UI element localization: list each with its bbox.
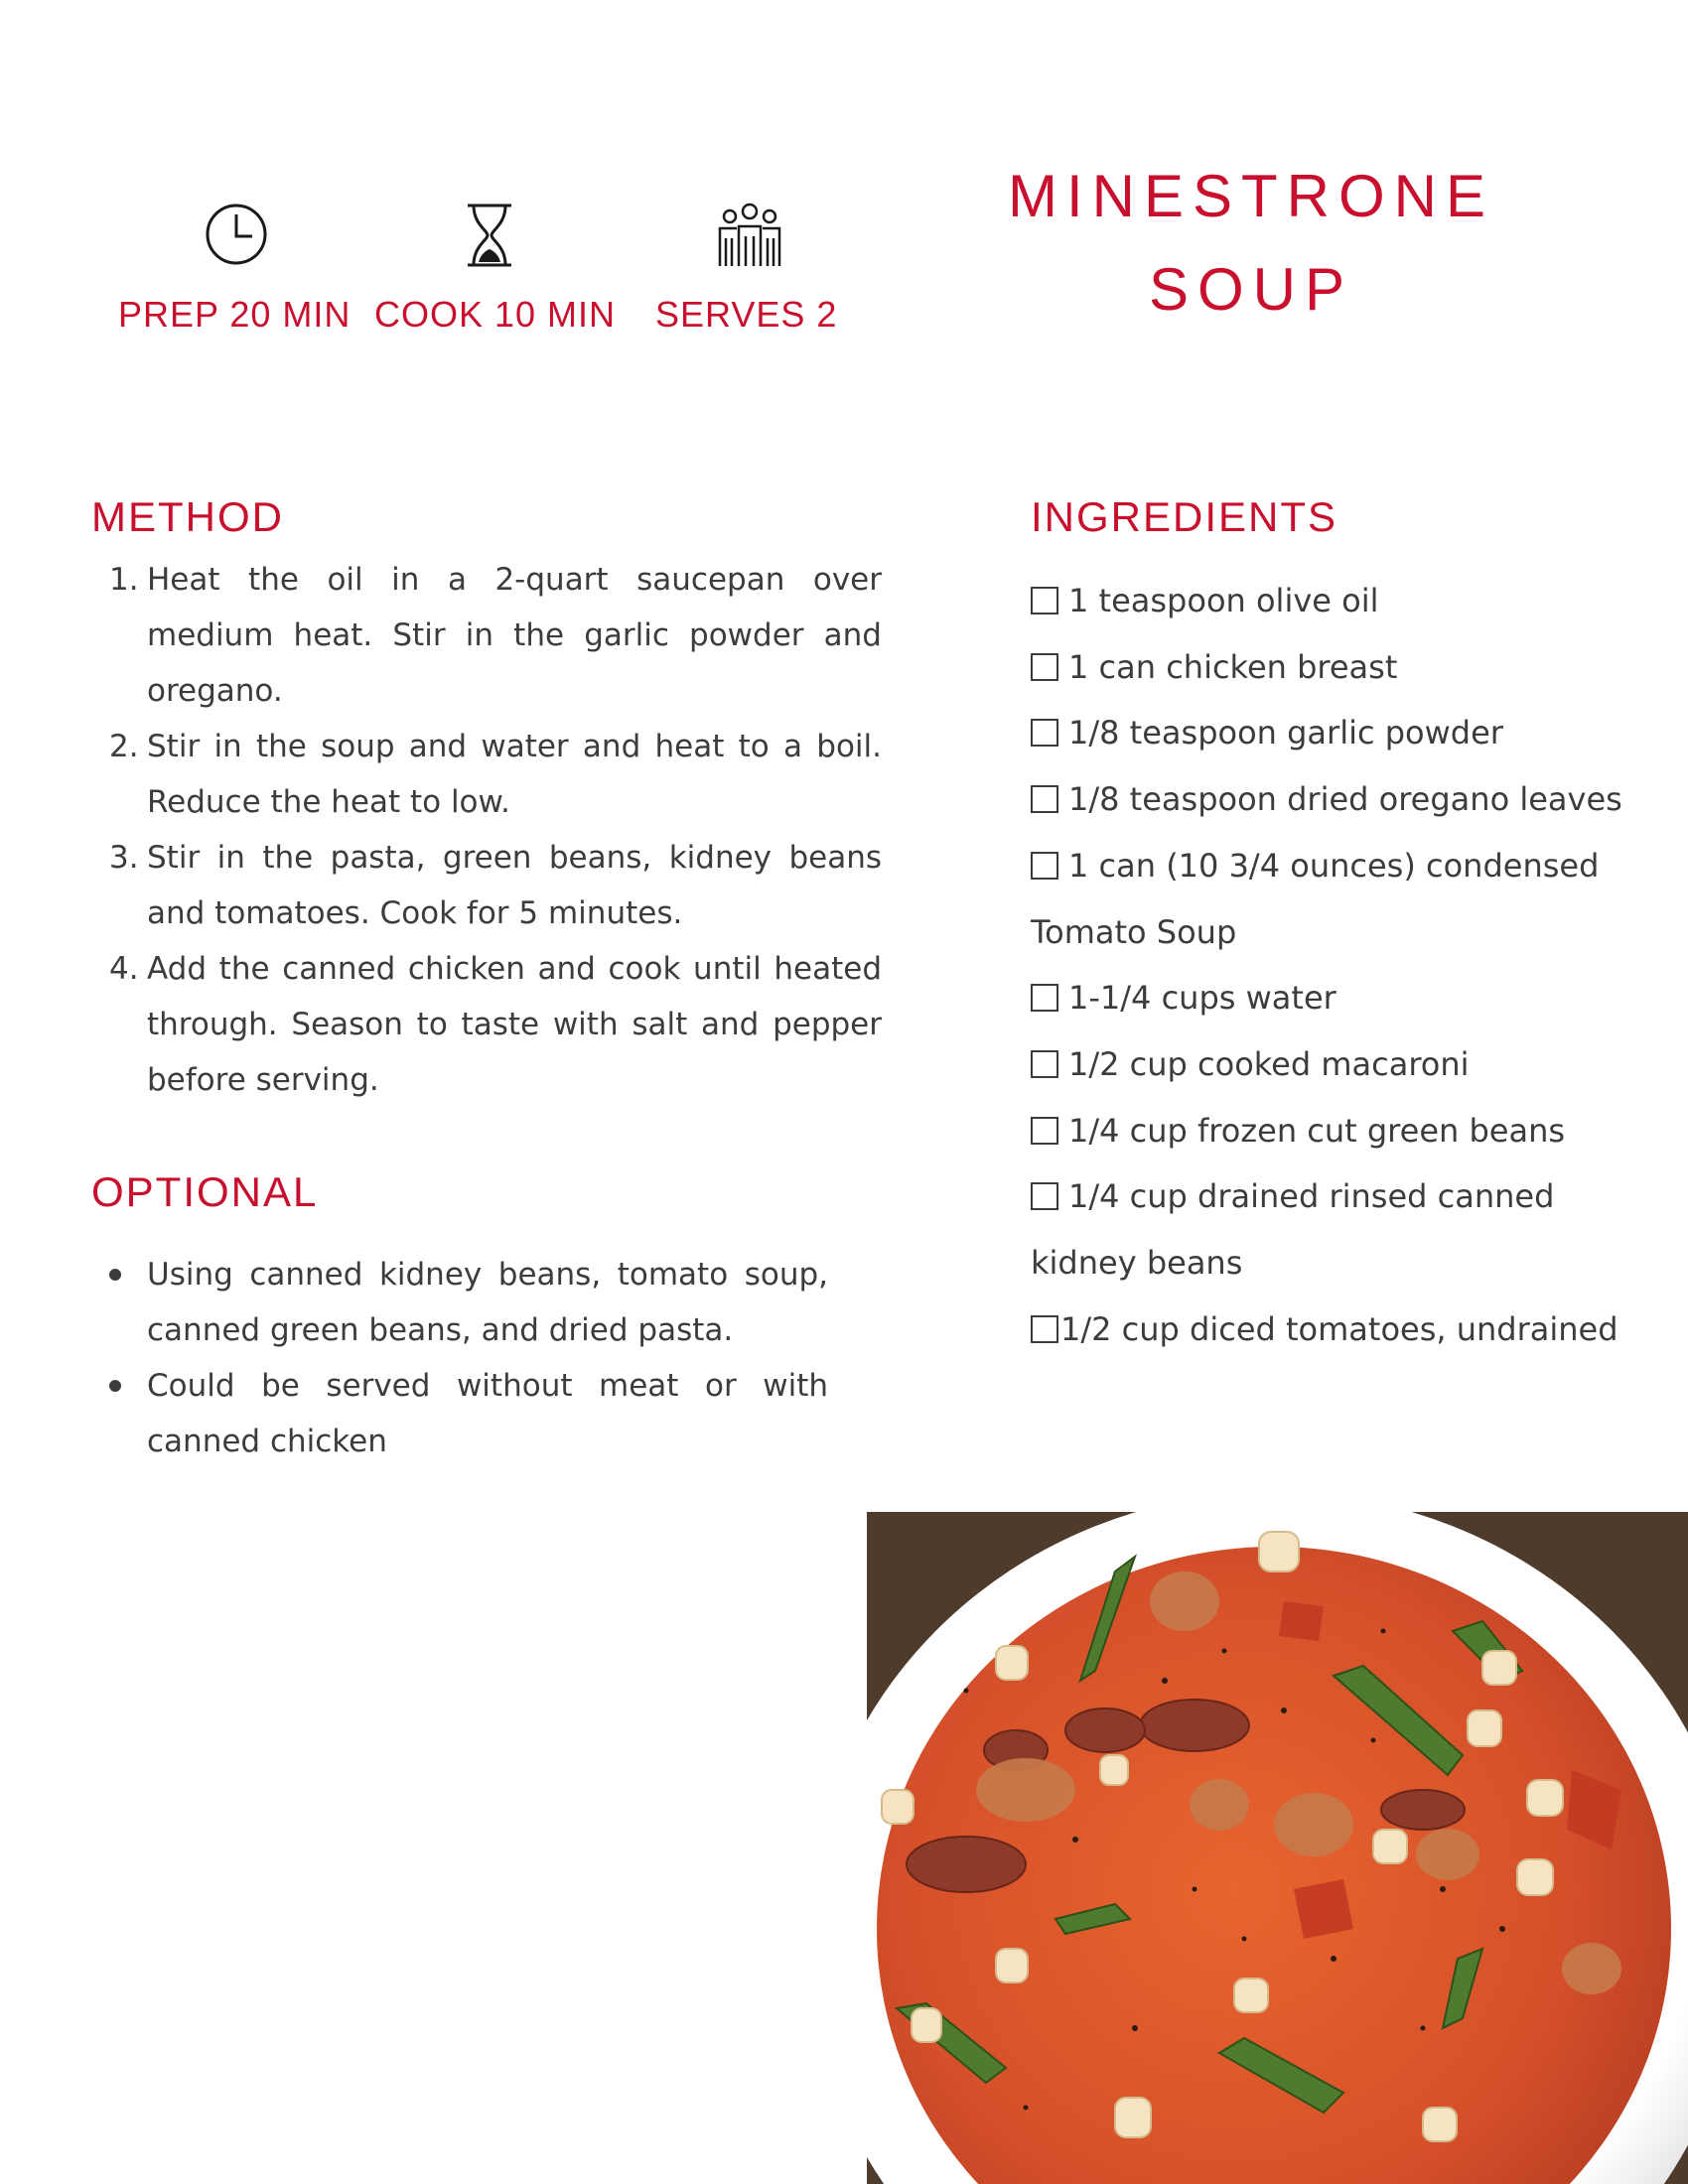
- servings: SERVES 2: [655, 294, 838, 335]
- ingredient-text: 1 teaspoon olive oil: [1068, 582, 1379, 619]
- method-list: [109, 552, 882, 1108]
- ingredient-text: 1/8 teaspoon dried oregano leaves: [1068, 780, 1622, 819]
- ingredient-item[interactable]: [1031, 1031, 1666, 1098]
- checkbox[interactable]: [1031, 587, 1058, 614]
- ingredient-item[interactable]: [1031, 1163, 1666, 1230]
- ingredient-text: 1/2 cup diced tomatoes, undrained: [1060, 1309, 1618, 1348]
- checkbox[interactable]: [1031, 1050, 1058, 1078]
- method-step: [109, 941, 882, 1108]
- people-icon: [715, 203, 784, 268]
- ingredient-item[interactable]: [1031, 1098, 1666, 1164]
- ingredient-text: 1/2 cup cooked macaroni: [1068, 1044, 1470, 1083]
- ingredients-list: [1031, 568, 1666, 1362]
- checkbox[interactable]: [1031, 785, 1058, 813]
- optional-list: [109, 1247, 828, 1469]
- checkbox[interactable]: [1031, 1182, 1058, 1210]
- step-number: 3.: [109, 840, 139, 876]
- prep-time: PREP 20 MIN: [118, 294, 352, 335]
- ingredient-text: 1/8 teaspoon garlic powder: [1068, 714, 1503, 752]
- step-text: Stir in the pasta, green beans, kidney beans and tomatoes. Cook for 5 minutes.: [147, 840, 882, 931]
- step-text: Add the canned chicken and cook until heated through. Season to taste with salt and pepper before serving.: [147, 951, 882, 1098]
- method-step: [109, 830, 882, 941]
- step-number: 2.: [109, 729, 139, 764]
- ingredient-item[interactable]: [1031, 1297, 1666, 1363]
- soup-photo: [867, 1512, 1688, 2184]
- cook-time: COOK 10 MIN: [374, 294, 617, 335]
- step-text: Heat the oil in a 2-quart saucepan over medium heat. Stir in the garlic powder and oregano.: [147, 562, 882, 709]
- ingredient-text: 1/4 cup frozen cut green beans: [1068, 1111, 1566, 1150]
- ingredient-item[interactable]: [1031, 833, 1666, 899]
- method-heading: METHOD: [91, 493, 284, 540]
- optional-item: [109, 1247, 828, 1358]
- ingredient-item[interactable]: [1031, 965, 1666, 1031]
- checkbox[interactable]: [1031, 719, 1058, 747]
- checkbox[interactable]: [1031, 1117, 1058, 1145]
- ingredient-item[interactable]: [1031, 568, 1666, 634]
- ingredient-text: 1/4 cup drained rinsed canned: [1068, 1177, 1555, 1216]
- recipe-title-line1: MINESTRONE: [1007, 163, 1495, 229]
- optional-text: Using canned kidney beans, tomato soup, canned green beans, and dried pasta.: [147, 1257, 828, 1348]
- method-step: [109, 552, 882, 719]
- ingredient-item[interactable]: [1031, 766, 1666, 833]
- ingredient-item[interactable]: [1031, 700, 1666, 766]
- ingredient-text: 1-1/4 cups water: [1068, 979, 1336, 1018]
- ingredient-item[interactable]: [1031, 634, 1666, 701]
- hourglass-icon: [465, 203, 514, 268]
- optional-text: Could be served without meat or with canned chicken: [147, 1368, 828, 1459]
- checkbox[interactable]: [1031, 1315, 1058, 1343]
- clock-icon: [205, 203, 268, 266]
- checkbox[interactable]: [1031, 984, 1058, 1012]
- recipe-title-line2: SOUP: [1148, 256, 1354, 323]
- ingredient-text: 1 can (10 3/4 ounces) condensed: [1068, 846, 1600, 885]
- ingredient-continuation: kidney beans: [1031, 1244, 1243, 1283]
- step-number: 4.: [109, 951, 139, 987]
- optional-heading: OPTIONAL: [91, 1168, 319, 1215]
- checkbox[interactable]: [1031, 653, 1058, 681]
- ingredient-text: 1 can chicken breast: [1068, 647, 1398, 686]
- optional-item: [109, 1358, 828, 1469]
- checkbox[interactable]: [1031, 852, 1058, 880]
- ingredient-continuation: Tomato Soup: [1031, 912, 1237, 951]
- step-text: Stir in the soup and water and heat to a boil. Reduce the heat to low.: [147, 729, 882, 820]
- step-number: 1.: [109, 562, 139, 598]
- bullet-icon: [109, 1269, 121, 1281]
- ingredients-heading: INGREDIENTS: [1031, 493, 1338, 540]
- bullet-icon: [109, 1380, 121, 1392]
- method-step: [109, 719, 882, 830]
